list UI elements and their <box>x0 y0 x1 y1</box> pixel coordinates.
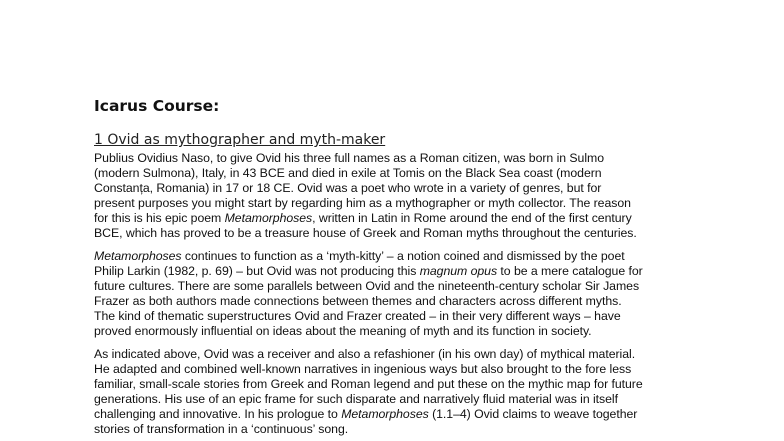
paragraph-1-line-5-text-b: , written in Latin in Rome around the end of the first century <box>312 211 632 225</box>
paragraph-2-line-2-text-a: Philip Larkin (1982, p. 69) – but Ovid was not producing this <box>94 264 420 278</box>
paragraph-2-italic-magnum-opus: magnum opus <box>419 264 498 278</box>
section-heading: 1 Ovid as mythographer and myth-maker <box>94 132 386 148</box>
paragraph-1-line-1: Publius Ovidius Naso, to give Ovid his three full names as a Roman citizen, was born in Sulmo <box>94 151 605 165</box>
paragraph-3-line-2: He adapted and combined well-known narratives in ingenious ways but also brought to the fore less <box>94 362 632 376</box>
paragraph-3-line-5-text-a: challenging and innovative. In his prologue to <box>94 407 342 421</box>
paragraph-3-italic-title: Metamorphoses <box>341 407 429 421</box>
paragraph-1-line-5-text-a: for this is his epic poem <box>94 211 225 225</box>
paragraph-3-line-4: generations. His use of an epic frame for such disparate and narratively fluid material was in itself <box>94 392 618 406</box>
paragraph-3-line-5 <box>94 407 694 422</box>
paragraph-1-line-2: (modern Sulmona), Italy, in 43 BCE and died in exile at Tomis on the Black Sea coast (modern <box>94 166 602 180</box>
paragraph-2-line-3: future cultures. There are some parallels between Ovid and the nineteenth-century scholar Sir James <box>94 279 640 293</box>
paragraph-3-line-3: familiar, small-scale stories from Greek and Roman legend and put these on the mythic map for future <box>94 377 643 391</box>
paragraph-1-italic-title: Metamorphoses <box>224 211 313 225</box>
paragraph-1-line-6: BCE, which has proved to be a treasure house of Greek and Roman myths throughout the centuries. <box>94 226 637 240</box>
paragraph-1-line-5 <box>94 211 694 226</box>
paragraph-2 <box>94 249 694 339</box>
paragraph-1-line-4: present purposes you might start by regarding him as a mythographer or myth collector. The reason <box>94 196 631 210</box>
paragraph-3-line-6: stories of transformation in a ‘continuous’ song. <box>94 422 349 436</box>
paragraph-1-line-3: Constanța, Romania) in 17 or 18 CE. Ovid was a poet who wrote in a variety of genres, but for <box>94 181 602 195</box>
paragraph-2-line-2 <box>94 264 694 279</box>
paragraph-3-line-5-text-b: (1.1–4) Ovid claims to weave together <box>428 407 638 421</box>
paragraph-1 <box>94 151 694 241</box>
paragraph-2-line-4: Frazer as both authors made connections between themes and characters across different myths. <box>94 294 622 308</box>
paragraph-3 <box>94 347 694 437</box>
paragraph-3-line-1: As indicated above, Ovid was a receiver and also a refashioner (in his own day) of mythical material. <box>94 347 636 361</box>
paragraph-2-line-1-text: continues to function as a ‘myth-kitty’ – a notion coined and dismissed by the poet <box>181 249 625 263</box>
paragraph-2-line-2-text-b: to be a mere catalogue for <box>497 264 643 278</box>
document-title: Icarus Course: <box>94 97 220 115</box>
paragraph-2-italic-title: Metamorphoses <box>94 249 182 263</box>
paragraph-2-line-5: The kind of thematic superstructures Ovid and Frazer created – in their very different ways – have <box>94 309 621 323</box>
document-content <box>94 96 694 437</box>
paragraph-2-line-6: proved enormously influential on ideas about the meaning of myth and its function in society. <box>94 324 592 338</box>
paragraph-2-line-1 <box>94 249 694 264</box>
